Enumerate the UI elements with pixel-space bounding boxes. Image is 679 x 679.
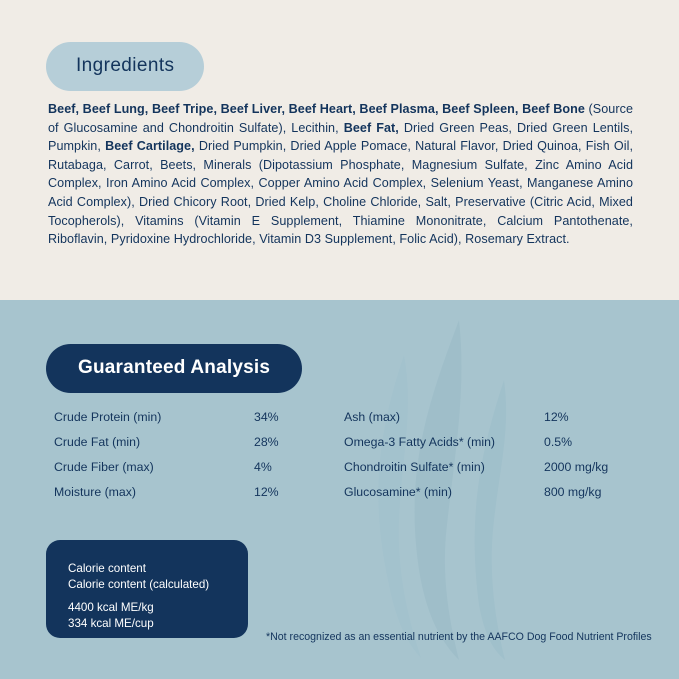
guaranteed-analysis-heading: Guaranteed Analysis <box>46 344 302 393</box>
calorie-per-cup-value: 334 kcal ME/cup <box>68 617 154 630</box>
ga-label: Crude Fiber (max) <box>54 460 154 474</box>
calorie-content-box <box>46 540 248 638</box>
ga-label: Chondroitin Sulfate* (min) <box>344 460 485 474</box>
ga-value: 4% <box>254 460 272 474</box>
guaranteed-analysis-section <box>0 300 679 679</box>
ga-value: 800 mg/kg <box>544 485 602 499</box>
ga-value: 28% <box>254 435 279 449</box>
ga-value: 12% <box>254 485 279 499</box>
ga-value: 2000 mg/kg <box>544 460 609 474</box>
ga-label: Glucosamine* (min) <box>344 485 452 499</box>
ga-value: 0.5% <box>544 435 573 449</box>
ingredients-text: Beef, Beef Lung, Beef Tripe, Beef Liver, Beef Heart, Beef Plasma, Beef Spleen, Beef Bone (Source of Glucosamine and Chondroitin Sulfate), Lecithin, Beef Fat, Dried Green Peas, Dried Green Lentils, Pumpkin, Beef Cartilage, Dried Pumpkin, Dried Apple Pomace, Natural Flavor, Dried Quinoa, Fish Oil, Rutabaga, Carrot, Beets, Minerals (Dipotassium Phosphate, Magnesium Sulfate, Zinc Amino Acid Complex, Iron Amino Acid Complex, Copper Amino Acid Complex, Selenium Yeast, Manganese Amino Acid Complex), Dried Chicory Root, Dried Kelp, Choline Chloride, Salt, Preservative (Citric Acid, Mixed Tocopherols), Vitamins (Vitamin E Supplement, Thiamine Mononitrate, Calcium Pantothenate, Riboflavin, Pyridoxine Hydrochloride, Vitamin D3 Supplement, Folic Acid), Rosemary Extract. <box>48 102 633 247</box>
aafco-footnote: *Not recognized as an essential nutrient by the AAFCO Dog Food Nutrient Profiles <box>266 631 652 643</box>
ga-label: Moisture (max) <box>54 485 136 499</box>
calorie-per-kg-value: 4400 kcal ME/kg <box>68 601 154 614</box>
guaranteed-analysis-table <box>54 405 634 505</box>
ga-label: Crude Protein (min) <box>54 410 162 424</box>
calorie-content-calculated-label: Calorie content (calculated) <box>68 578 210 591</box>
ingredients-section <box>0 0 679 300</box>
ga-label: Omega-3 Fatty Acids* (min) <box>344 435 496 449</box>
ga-value: 12% <box>544 410 569 424</box>
calorie-content-label: Calorie content <box>68 562 146 575</box>
ga-label: Crude Fat (min) <box>54 435 141 449</box>
ga-value: 34% <box>254 410 279 424</box>
ingredients-heading: Ingredients <box>46 42 204 91</box>
ga-label: Ash (max) <box>344 410 401 424</box>
